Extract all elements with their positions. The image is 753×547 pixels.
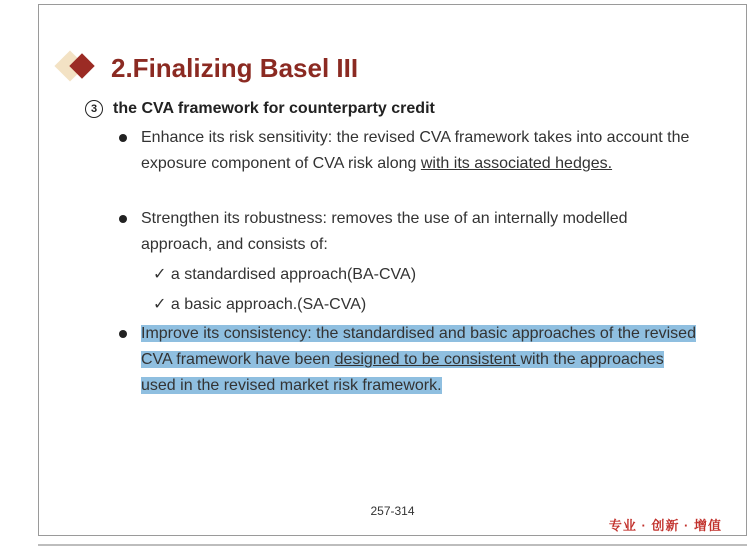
bullet-text: Strengthen its robustness: removes the use of an internally modelled approach, and consists of:	[141, 210, 628, 253]
bullet-text	[141, 125, 701, 177]
bullet-text-plain: with the approaches used in the revised market risk framework.	[141, 351, 664, 394]
bullet-dot-icon	[119, 134, 127, 142]
slide-title: 2.Finalizing Basel III	[111, 53, 359, 83]
bullet-text	[141, 321, 701, 399]
circled-number: 3	[85, 100, 103, 118]
divider	[38, 544, 747, 546]
subheading	[85, 98, 435, 120]
page-number: 257-314	[370, 504, 415, 518]
bullet-text-underlined: designed to be consistent	[334, 351, 521, 368]
bullet-dot-icon	[119, 215, 127, 223]
slide	[38, 4, 747, 536]
subheading-text: the CVA framework for counterparty credit	[113, 100, 435, 117]
bullet-dot-icon	[119, 330, 127, 338]
check-item: ✓ a standardised approach(BA-CVA)	[153, 266, 417, 283]
bullet-text-plain: Improve its consistency: the standardised and basic approaches of the revised CVA framework have been	[141, 325, 696, 368]
brand-slogan: 专业 · 创新 · 增值	[608, 518, 722, 533]
check-item: ✓ a basic approach.(SA-CVA)	[153, 296, 367, 313]
bullet-text-underlined: with its associated hedges.	[420, 155, 613, 172]
bullet-text-plain: Enhance its risk sensitivity: the revised CVA framework takes into account the exposure component of CVA risk along	[141, 129, 690, 172]
